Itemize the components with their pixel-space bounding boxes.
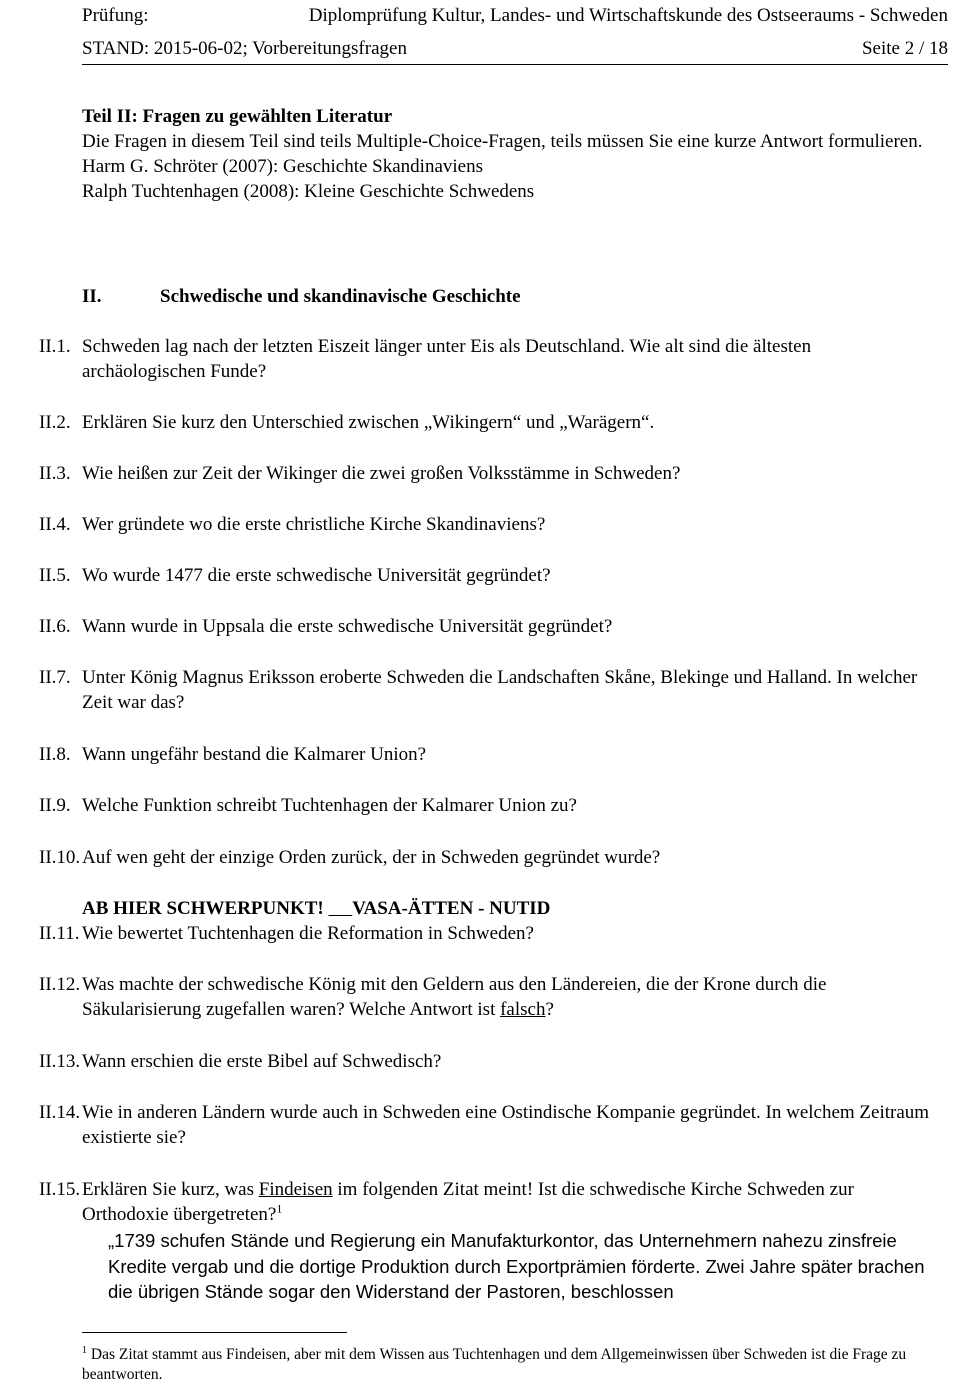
question-number: II.12. <box>39 974 81 995</box>
footnote-rule <box>82 1332 347 1333</box>
quote-block: „1739 schufen Stände und Regierung ein Manufakturkontor, das Unternehmern nahezu zinsfreie Kredite vergab und die dortige Produktion durch Exportprämien förderte. Zwei Jahre später brachen die übrigen Stände sogar den Widerstand der Pastoren, beschlossen <box>108 1230 925 1302</box>
question-number: II.4. <box>39 514 71 535</box>
page-number: Seite 2 / 18 <box>861 38 948 59</box>
question-text: Erklären Sie kurz den Unterschied zwischen „Wikingern“ und „Warägern“. <box>82 412 655 433</box>
question-number: II.3. <box>39 463 71 484</box>
question-text: Wo wurde 1477 die erste schwedische Universität gegründet? <box>82 565 551 586</box>
focus-era: VASA-ÄTTEN - NUTID <box>352 898 551 919</box>
question-number: II.10. <box>39 847 81 868</box>
question-number: II.7. <box>39 667 71 688</box>
question-text-part: im folgenden Zitat meint! Ist die schwedische Kirche Schweden zur Orthodoxie übergetreten? <box>82 1179 854 1225</box>
question-text <box>82 1177 932 1227</box>
question-number: II.6. <box>39 616 71 637</box>
question-text-part: Erklären Sie kurz, was <box>82 1179 259 1200</box>
question-text: Unter König Magnus Eriksson eroberte Schweden die Landschaften Skåne, Blekinge und Halland. In welcher Zeit war das? <box>82 667 918 713</box>
exam-title: Diplomprüfung Kultur, Landes- und Wirtschaftskunde des Ostseeraums - Schweden <box>308 5 948 26</box>
exam-label: Prüfung: <box>82 5 149 26</box>
focus-label: AB HIER SCHWERPUNKT! <box>82 898 324 919</box>
header-rule <box>82 64 948 65</box>
question-text: Wer gründete wo die erste christliche Kirche Skandinaviens? <box>82 514 546 535</box>
footnote-text: Das Zitat stammt aus Findeisen, aber mit dem Wissen aus Tuchtenhagen und dem Allgemeinwissen über Schweden ist die Frage zu beantworten. <box>82 1346 907 1383</box>
footnote-mark: 1 <box>82 1344 87 1356</box>
underlined-word: falsch <box>500 999 546 1020</box>
question-text-part: ? <box>545 999 554 1020</box>
question-number: II.13. <box>39 1051 81 1072</box>
question-number: II.14. <box>39 1102 81 1123</box>
footnote <box>82 1345 932 1385</box>
question-number: II.5. <box>39 565 71 586</box>
literature-2: Ralph Tuchtenhagen (2008): Kleine Geschichte Schwedens <box>82 181 535 202</box>
question-number: II.15. <box>39 1179 81 1200</box>
question-text: Wann erschien die erste Bibel auf Schwedisch? <box>82 1051 442 1072</box>
question-number: II.9. <box>39 795 71 816</box>
footnote-reference[interactable]: 1 <box>276 1201 283 1216</box>
status-line: STAND: 2015-06-02; Vorbereitungsfragen <box>82 38 407 59</box>
section-title: Schwedische und skandinavische Geschichte <box>160 286 521 307</box>
question-text: Wie bewertet Tuchtenhagen die Reformation in Schweden? <box>82 923 534 944</box>
section-number: II. <box>82 286 102 307</box>
literature-1: Harm G. Schröter (2007): Geschichte Skandinaviens <box>82 156 484 177</box>
part-heading: Teil II: Fragen zu gewählten Literatur <box>82 106 393 127</box>
question-number: II.1. <box>39 336 71 357</box>
underlined-word: Findeisen <box>258 1179 333 1200</box>
question-text: Wann ungefähr bestand die Kalmarer Union? <box>82 744 427 765</box>
focus-heading <box>82 896 550 921</box>
part-description: Die Fragen in diesem Teil sind teils Multiple-Choice-Fragen, teils müssen Sie eine kurze Antwort formulieren. <box>82 131 923 152</box>
question-number: II.11. <box>39 923 80 944</box>
question-text: Wie in anderen Ländern wurde auch in Schweden eine Ostindische Kompanie gegründet. In welchem Zeitraum existierte sie? <box>82 1102 930 1148</box>
question-text: Welche Funktion schreibt Tuchtenhagen der Kalmarer Union zu? <box>82 795 577 816</box>
question-text: Wie heißen zur Zeit der Wikinger die zwei großen Volksstämme in Schweden? <box>82 463 681 484</box>
question-text <box>82 972 932 1022</box>
question-text: Auf wen geht der einzige Orden zurück, der in Schweden gegründet wurde? <box>82 847 661 868</box>
intro-block <box>82 104 932 204</box>
question-text: Wann wurde in Uppsala die erste schwedische Universität gegründet? <box>82 616 613 637</box>
question-number: II.2. <box>39 412 71 433</box>
question-text: Schweden lag nach der letzten Eiszeit länger unter Eis als Deutschland. Wie alt sind die ältesten archäologischen Funde? <box>82 336 812 382</box>
question-text-part: Was machte der schwedische König mit den Geldern aus den Ländereien, die der Krone durch die Säkularisierung zugefallen waren? Welche Antwort ist <box>82 974 827 1020</box>
question-number: II.8. <box>39 744 71 765</box>
